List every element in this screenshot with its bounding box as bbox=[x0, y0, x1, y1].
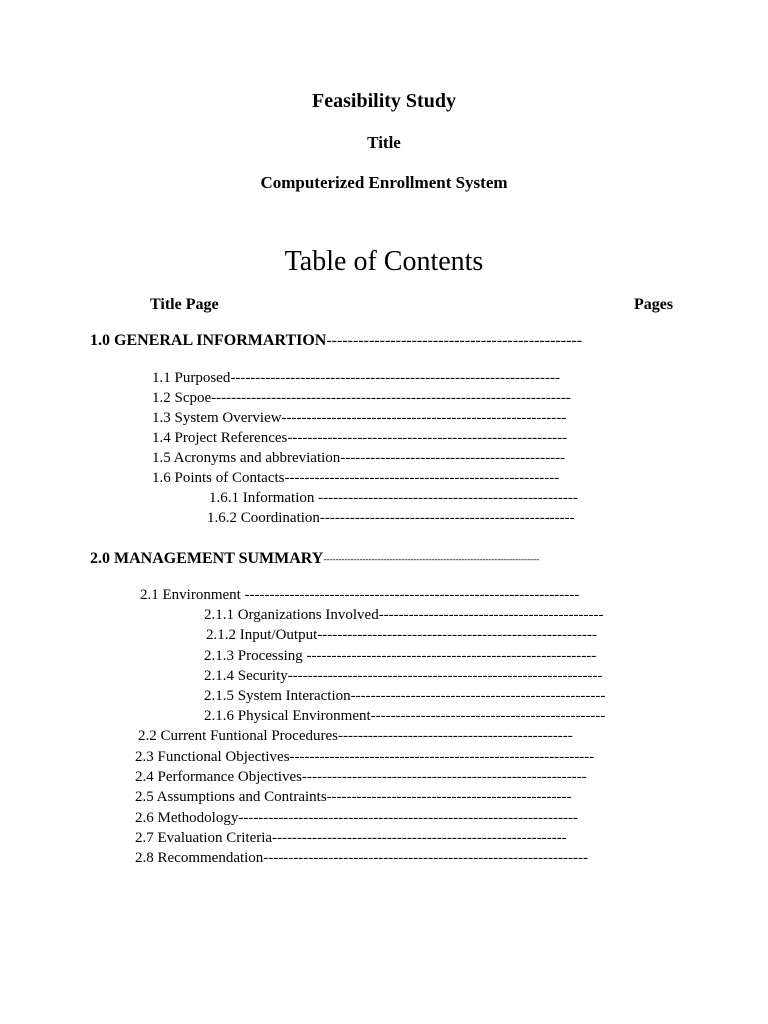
section-title: 1.0 GENERAL INFORMARTION bbox=[90, 332, 327, 349]
toc-entry: 2.6 Methodology-------------------------------------------------------------------- bbox=[135, 810, 578, 826]
toc-entry: 2.1.2 Input/Output-------------------------------------------------------- bbox=[206, 627, 597, 643]
leader-dots: ------------------------------------------------------------------------ bbox=[323, 554, 540, 564]
toc-entry: 2.4 Performance Objectives--------------------------------------------------------- bbox=[135, 769, 587, 785]
toc-entry: 2.1.1 Organizations Involved--------------------------------------------- bbox=[204, 607, 604, 623]
document-title: Feasibility Study bbox=[312, 90, 456, 112]
toc-entry: 2.7 Evaluation Criteria----------------------------------------------------------- bbox=[135, 830, 567, 846]
toc-entry: 1.5 Acronyms and abbreviation--------------------------------------------- bbox=[152, 450, 566, 466]
title-label: Title bbox=[367, 133, 401, 152]
toc-entry: 1.6.2 Coordination--------------------------------------------------- bbox=[207, 510, 575, 526]
column-title-page: Title Page bbox=[150, 296, 219, 313]
section-heading-management bbox=[90, 550, 539, 568]
leader-dots: ------------------------------------------------ bbox=[326, 332, 583, 349]
toc-entry: 2.5 Assumptions and Contraints------------------------------------------------- bbox=[135, 789, 572, 805]
toc-entry: 2.8 Recommendation----------------------------------------------------------------- bbox=[135, 850, 588, 866]
toc-entry: 1.2 Scpoe------------------------------------------------------------------------ bbox=[152, 390, 571, 406]
toc-entry: 1.6 Points of Contacts------------------------------------------------------- bbox=[152, 470, 560, 486]
toc-entry: 2.1.3 Processing ---------------------------------------------------------- bbox=[204, 648, 597, 664]
toc-entry: 2.1.5 System Interaction--------------------------------------------------- bbox=[204, 688, 606, 704]
toc-entry: 1.1 Purposed------------------------------------------------------------------ bbox=[152, 370, 561, 386]
column-pages: Pages bbox=[634, 296, 674, 313]
toc-entry: 1.6.1 Information ---------------------------------------------------- bbox=[209, 490, 578, 506]
toc-entry: 2.3 Functional Objectives------------------------------------------------------------- bbox=[135, 749, 595, 765]
section-title: 2.0 MANAGEMENT SUMMARY bbox=[90, 550, 324, 567]
toc-heading: Table of Contents bbox=[284, 246, 484, 277]
toc-entry: 1.4 Project References-------------------------------------------------------- bbox=[152, 430, 568, 446]
toc-entry: 2.1 Environment ------------------------------------------------------------------- bbox=[140, 587, 580, 603]
toc-entry: 2.1.4 Security--------------------------------------------------------------- bbox=[204, 668, 603, 684]
toc-entry: 2.1.6 Physical Environment----------------------------------------------- bbox=[204, 708, 606, 724]
toc-entry: 2.2 Current Funtional Procedures----------------------------------------------- bbox=[138, 728, 573, 744]
section-heading-general bbox=[90, 332, 582, 350]
toc-entry: 1.3 System Overview--------------------------------------------------------- bbox=[152, 410, 567, 426]
system-name: Computerized Enrollment System bbox=[260, 173, 508, 192]
